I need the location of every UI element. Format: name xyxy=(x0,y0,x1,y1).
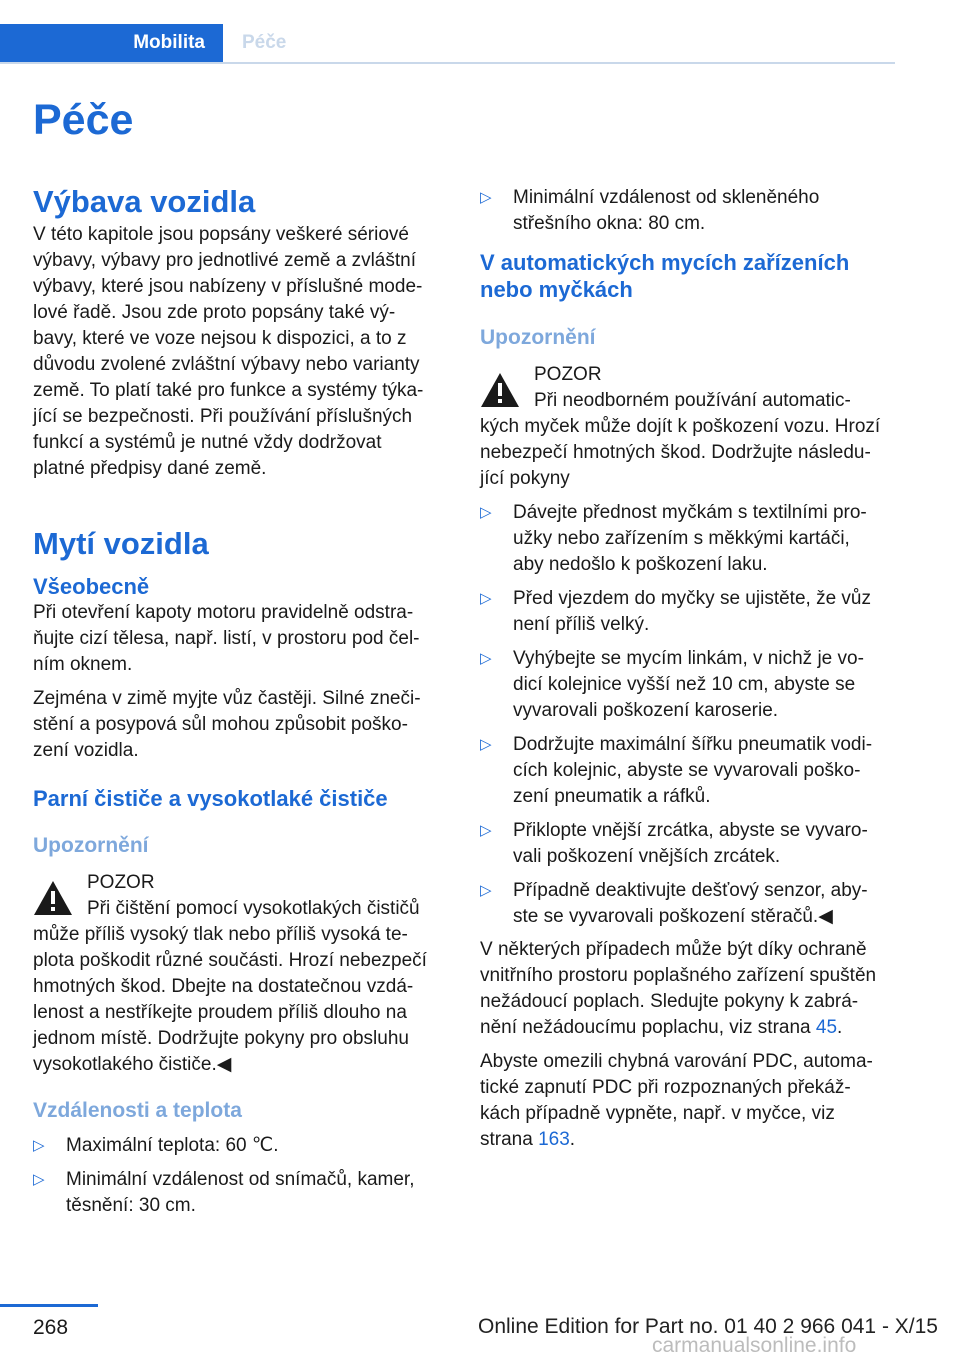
bullet-arrow-icon: ▷ xyxy=(480,189,492,206)
vybava-paragraph: V této kapitole jsou popsány veškeré sériové výbavy, výbavy pro jednotlivé země a zvláštní výbavy, které jsou nabízeny v příslušné mode‐ lové řadě. Jsou zde proto popsány také vý‐ bavy, které ve voze nejsou k dispozici, a to z důvodu zvolené zvláštní výbavy nebo varianty země. To platí také pro funkce a systémy týka‐ jící se bezpečnosti. Při používání příslušných funkcí a systémů je nutné vždy dodržovat platné předpisy dané země. xyxy=(33,224,424,479)
left-column xyxy=(33,183,443,1219)
list-item: ▷ Minimální vzdálenost od skleněného střešního okna: 80 cm. xyxy=(480,187,820,234)
bullet-arrow-icon: ▷ xyxy=(33,1137,45,1154)
footer-accent-line xyxy=(0,1304,98,1307)
tab-mobilita[interactable]: Mobilita xyxy=(0,24,223,62)
bullet-arrow-icon: ▷ xyxy=(480,650,492,667)
page-number: 268 xyxy=(33,1316,69,1339)
tab-pece[interactable]: Péče xyxy=(242,32,287,53)
bullet-arrow-icon: ▷ xyxy=(480,736,492,753)
distance-list-continued xyxy=(480,185,895,237)
warning-text: může příliš vysoký tlak nebo příliš vysoká te‐ plota poškodit různé součásti. Hrozí nebezpečí hmotných škod. Dbejte na dostatečnou vzdá‐ lenost a nestříkejte proudem příliš dlouho na jednom místě. Dodržujte pokyny pro obsluhu vysokotlakého čističe.◀ xyxy=(33,924,427,1075)
subheading-vzdalenosti: Vzdálenosti a teplota xyxy=(33,1099,242,1122)
warning-block-right xyxy=(480,362,895,492)
distance-list xyxy=(33,1133,443,1219)
list-item: ▷ Přiklopte vnější zrcátka, abyste se vyvaro‐ vali poškození vnějších zrcátek. xyxy=(480,820,868,867)
bullet-arrow-icon: ▷ xyxy=(480,882,492,899)
header-tab-bar xyxy=(0,24,895,64)
carwash-list xyxy=(480,500,895,930)
notice-heading-right: Upozornění xyxy=(480,326,596,349)
list-item: ▷ Minimální vzdálenost od snímačů, kamer, těsnění: 30 cm. xyxy=(33,1169,415,1216)
section-heading-myti: Mytí vozidla xyxy=(33,526,209,561)
bullet-arrow-icon: ▷ xyxy=(33,1171,45,1188)
edition-note: Online Edition for Part no. 01 40 2 966 041 - X/15 xyxy=(478,1315,938,1338)
warning-label: POZOR xyxy=(534,364,602,385)
general-paragraph-1: Při otevření kapoty motoru pravidelně odstra‐ ňujte cizí tělesa, např. listí, v prostoru pod čel‐ ním oknem. xyxy=(33,602,420,675)
warning-text: kých myček může dojít k poškození vozu. Hrozí nebezpečí hmotných škod. Dodržujte následu‐ jící pokyny xyxy=(480,416,881,489)
list-item: ▷ Případně deaktivujte dešťový senzor, aby‐ ste se vyvarovali poškození stěračů.◀ xyxy=(480,880,868,927)
warning-triangle-icon xyxy=(33,880,73,916)
bullet-arrow-icon: ▷ xyxy=(480,504,492,521)
general-paragraph-2: Zejména v zimě myjte vůz častěji. Silné zneči‐ stění a posypová sůl mohou způsobit poško‐ zení vozidla. xyxy=(33,688,421,761)
list-item: ▷ Vyhýbejte se mycím linkám, v nichž je vo‐ dicí kolejnice vyšší než 10 cm, abyste se vyvarovali poškození karoserie. xyxy=(480,648,864,721)
list-item: ▷ Dodržujte maximální šířku pneumatik vodi‐ cích kolejnic, abyste se vyvarovali poško‐ zení pneumatik a ráfků. xyxy=(480,734,873,807)
warning-first-line: Při neodborném používání automatic‐ xyxy=(534,390,851,411)
warning-first-line: Při čištění pomocí vysokotlakých čističů xyxy=(87,898,420,919)
page-link-163[interactable]: 163 xyxy=(538,1129,570,1150)
list-item: ▷ Dávejte přednost myčkám s textilními pro‐ užky nebo zařízením s měkkými kartáči, aby nedošlo k poškození laku. xyxy=(480,502,867,575)
list-item: ▷ Před vjezdem do myčky se ujistěte, že vůz není příliš velký. xyxy=(480,588,871,635)
page-title: Péče xyxy=(33,96,134,144)
warning-label: POZOR xyxy=(87,872,155,893)
watermark: carmanualsonline.info xyxy=(652,1334,857,1357)
section-heading-vybava: Výbava vozidla xyxy=(33,184,256,219)
bullet-arrow-icon: ▷ xyxy=(480,822,492,839)
warning-triangle-icon xyxy=(480,372,520,408)
alarm-paragraph: V některých případech může být díky ochraně vnitřního prostoru poplašného zařízení spuštěn nežádoucí poplach. Sledujte pokyny k zabrá‐ nění nežádoucímu poplachu, viz strana 45. xyxy=(480,939,877,1038)
subheading-vseobecne: Všeobecně xyxy=(33,574,150,599)
bullet-arrow-icon: ▷ xyxy=(480,590,492,607)
notice-heading-left: Upozornění xyxy=(33,834,149,857)
list-item: ▷ Maximální teplota: 60 ℃. xyxy=(33,1133,443,1159)
warning-block-left xyxy=(33,870,443,1078)
pdc-paragraph: Abyste omezili chybná varování PDC, automa‐ tické zapnutí PDC při rozpoznaných překáž‐ kách případně vypněte, např. v myčce, viz strana 163. xyxy=(480,1051,873,1150)
right-column xyxy=(480,185,895,1153)
subheading-parni-cistice: Parní čističe a vysokotlaké čističe xyxy=(33,786,388,811)
subheading-automaticke-myci: V automatických mycích zařízeních nebo myčkách xyxy=(480,250,850,302)
page-link-45[interactable]: 45 xyxy=(815,1017,838,1038)
